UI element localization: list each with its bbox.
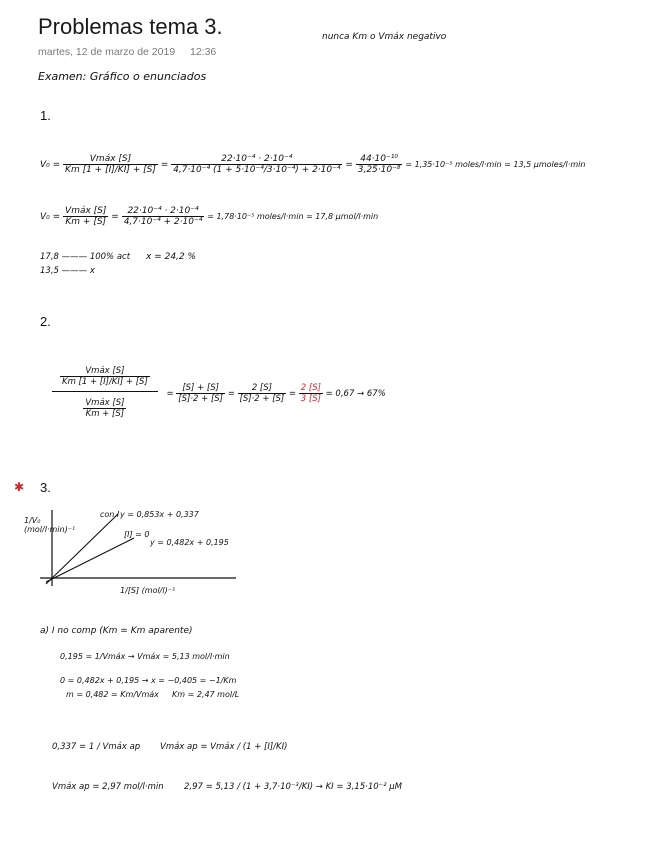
section-2-number: 2. <box>40 314 51 329</box>
p3-line1-eq: y = 0,853x + 0,337 <box>120 510 199 519</box>
p1-equation-2: V₀ = $\frac{\text{Vmáx [S]}}{Km + [S]}$ = $\frac{\text{22·10⁻⁴ · 2·10⁻⁴}}{\text{4,7·10⁻⁴ + 2·10⁻⁴}}$ = 1,78·10⁻⁵ moles/l·min = 17,8 µmol/l·min <box>40 206 379 227</box>
p3-a-line-4: Km = 2,47 mol/L <box>172 690 240 699</box>
p3-x-axis-label: 1/[S] (mol/l)⁻¹ <box>120 586 176 595</box>
p2-result: = 0,67 → 67% <box>325 389 386 399</box>
exam-line: Examen: Gráfico o enunciados <box>38 70 207 83</box>
p1-proportion-1: 17,8 ——— 100% act <box>40 252 131 262</box>
p3-a-line-2: 0 = 0,482x + 0,195 → x = −0,405 = −1/Km <box>60 676 237 685</box>
section-3-number: 3. <box>40 480 51 495</box>
p1-v0-label: V₀ = <box>40 160 61 170</box>
p1-result-2: = 1,78·10⁻⁵ moles/l·min = 17,8 µmol/l·min <box>207 212 379 221</box>
p2-mid-fraction-2: $\frac{2 [S]}{[S]\cdot 2 + [S]}$ <box>239 383 285 404</box>
star-mark: ✱ <box>14 480 25 494</box>
p1-result-1: = 1,35·10⁻⁵ moles/l·min = 13,5 µmoles/l·min <box>405 160 586 169</box>
p3-y-axis-label: 1/V₀ (mol/l·min)⁻¹ <box>24 516 76 534</box>
header-note: nunca Km o Vmáx negativo <box>322 32 447 42</box>
p3-a-line-3: m = 0,482 = Km/Vmáx <box>66 690 159 699</box>
p3-line2-eq: y = 0,482x + 0,195 <box>150 538 229 547</box>
p3-line2-label: [I] = 0 <box>124 530 150 539</box>
p3-b-line-2: Vmáx ap = Vmáx / (1 + [I]/KI) <box>160 742 288 752</box>
p3-a-line-1: 0,195 = 1/Vmáx → Vmáx = 5,13 mol/l·min <box>60 652 230 661</box>
page-title: Problemas tema 3. <box>38 14 223 39</box>
p2-last-fraction: $\frac{2 [S]}{3 [S]}$ <box>300 383 321 404</box>
p3-b-line-3: Vmáx ap = 2,97 mol/l·min <box>52 782 164 792</box>
p1-x-result: x = 24,2 % <box>146 252 197 262</box>
p3-line1-label: con I <box>100 510 120 519</box>
p3-a-title: a) I no comp (Km = Km aparente) <box>40 626 193 636</box>
section-1-number: 1. <box>40 108 51 123</box>
page-date: martes, 12 de marzo de 2019 <box>38 46 176 58</box>
page-time: 12:36 <box>190 46 217 58</box>
p1-proportion-2: 13,5 ——— x <box>40 266 95 276</box>
p1-subst-2: $\frac{\text{44·10⁻¹⁰}}{\text{3,25·10⁻⁸}}$ <box>357 154 401 175</box>
p2-equation: $\frac{\frac{\text{Vmáx [S]}}{Km [1 + [I]/KI] + [S]}}{\frac{\text{Vmáx [S]}}{Km + [S]}}$ = $\frac{[S] + [S]}{[S]\cdot 2 + [S]}$ = $\frac{2 [S]}{[S]\cdot 2 + [S]}$ = $\frac{2 [S]}{3 [S]}$ = 0,67 → 67% <box>52 362 386 425</box>
p1-formula-1: $\frac{\text{Vmáx [S]}}{Km [1 + [I]/KI] + [S]}$ <box>65 154 156 175</box>
p1-subst-3: $\frac{\text{22·10⁻⁴ · 2·10⁻⁴}}{\text{4,7·10⁻⁴ + 2·10⁻⁴}}$ <box>123 206 203 227</box>
p1-formula-2: $\frac{\text{Vmáx [S]}}{Km + [S]}$ <box>65 206 107 227</box>
p2-big-fraction: $\frac{\frac{\text{Vmáx [S]}}{Km [1 + [I]/KI] + [S]}}{\frac{\text{Vmáx [S]}}{Km + [S]}}$ <box>52 362 158 425</box>
p1-equation-1: V₀ = $\frac{\text{Vmáx [S]}}{Km [1 + [I]/KI] + [S]}$ = $\frac{\text{22·10⁻⁴ · 2·10⁻⁴}}{\text{4,7·10⁻⁴ (1 + 5·10⁻⁴/3·10⁻⁴) + 2·10⁻⁴}}$ = $\frac{\text{44·10⁻¹⁰}}{\text{3,25·10⁻⁸}}$ = 1,35·10⁻⁵ moles/l·min = 13,5 µmoles/l·min <box>40 154 586 175</box>
p3-b-line-4: 2,97 = 5,13 / (1 + 3,7·10⁻³/KI) → KI = 3,15·10⁻² µM <box>184 782 402 792</box>
p1-subst-1: $\frac{\text{22·10⁻⁴ · 2·10⁻⁴}}{\text{4,7·10⁻⁴ (1 + 5·10⁻⁴/3·10⁻⁴) + 2·10⁻⁴}}$ <box>173 154 341 175</box>
p3-line-no-inhibitor <box>46 538 134 582</box>
p2-mid-fraction-1: $\frac{[S] + [S]}{[S]\cdot 2 + [S]}$ <box>178 383 223 404</box>
p3-b-line-1: 0,337 = 1 / Vmáx ap <box>52 742 141 752</box>
